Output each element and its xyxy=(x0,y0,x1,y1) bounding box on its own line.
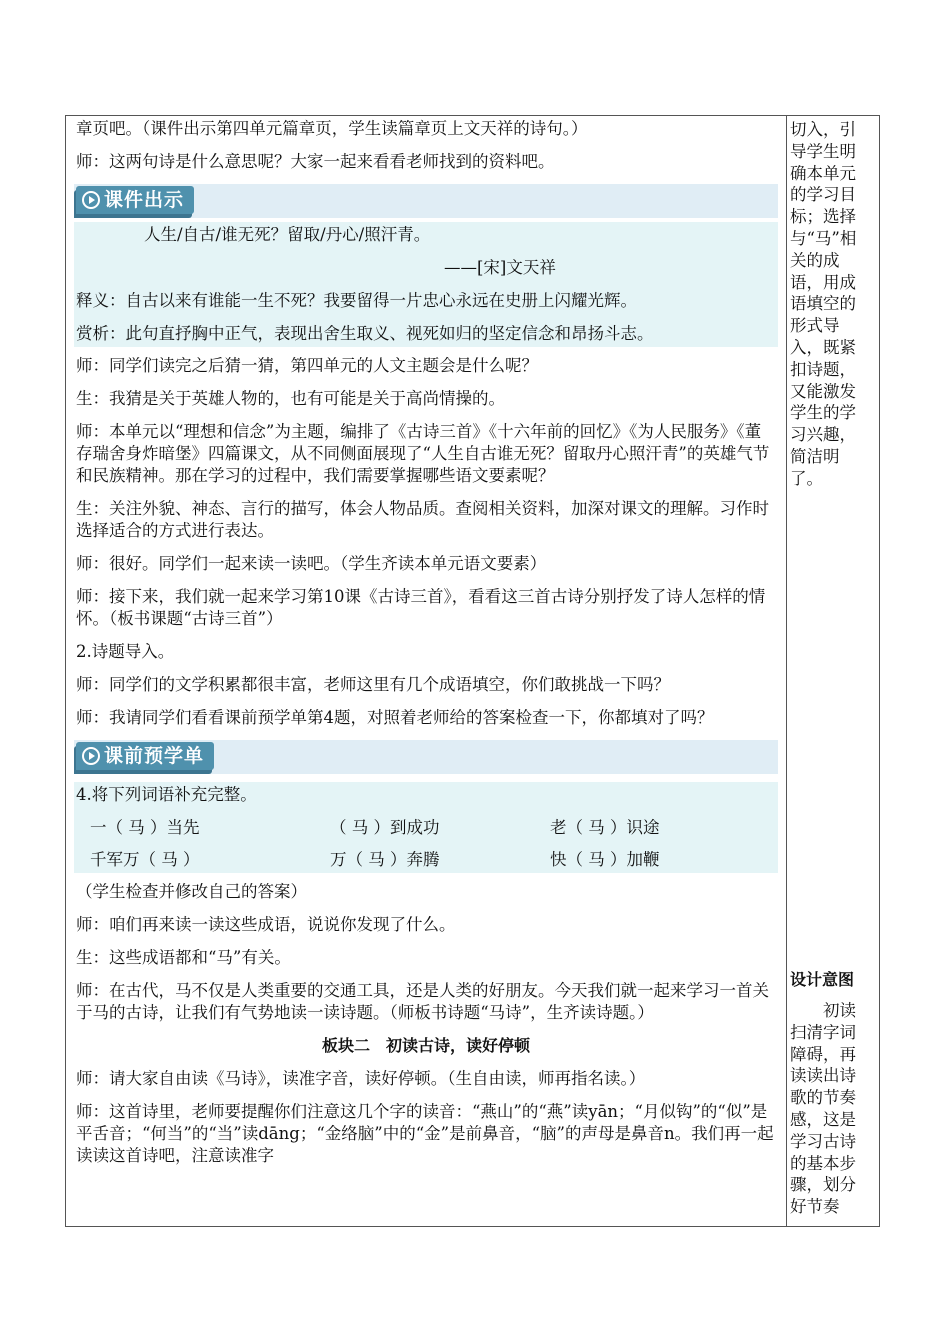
paragraph: 生：关注外貌、神态、言行的描写，体会人物品质。查阅相关资料，加深对课文的理解。习作时选择适合的方式进行表达。 xyxy=(76,499,769,540)
paragraph: 师：这首诗里，老师要提醒你们注意这几个字的读音：“燕山”的“燕”读yān；“月似钩”的“似”是平舌音；“何当”的“当”读dāng；“金络脑”中的“金”是前鼻音，“脑”的声母是鼻音n。我们再一起读读这首诗吧，注意读准字 xyxy=(76,1102,774,1165)
idiom: 一（ 马 ）当先 xyxy=(90,818,200,837)
poem-author: ——[宋]文天祥 xyxy=(444,258,556,277)
meaning: 释义：自古以来有谁能一生不死？我要留得一片忠心永远在史册上闪耀光辉。 xyxy=(76,291,637,310)
paragraph: 2.诗题导入。 xyxy=(76,642,175,661)
play-circle-icon xyxy=(82,747,100,765)
paragraph: 师：很好。同学们一起来读一读吧。（学生齐读本单元语文要素） xyxy=(76,554,547,573)
play-circle-icon xyxy=(82,191,100,209)
paragraph: 师：同学们的文学积累都很丰富，老师这里有几个成语填空，你们敢挑战一下吗？ xyxy=(76,675,670,694)
appreciation: 赏析：此句直抒胸中正气，表现出舍生取义、视死如归的坚定信念和昂扬斗志。 xyxy=(76,324,654,343)
paragraph: 章页吧。（课件出示第四单元篇章页，学生读篇章页上文天祥的诗句。） xyxy=(76,119,588,138)
banner-label: 课前预学单 xyxy=(104,745,205,767)
design-note: 切入，引导学生明确本单元的学习目标；选择与“马”相关的成语，用成语填空的形式导入，既紧扣诗题，又能激发学生的学习兴趣，简洁明了。 xyxy=(790,120,857,488)
paragraph: 生：这些成语都和“马”有关。 xyxy=(76,948,291,967)
paragraph: 师：我请同学们看看课前预学单第4题，对照着老师给的答案检查一下，你都填对了吗？ xyxy=(76,708,714,727)
idiom: 千军万（ 马 ） xyxy=(90,850,200,869)
exercise-title: 4.将下列词语补充完整。 xyxy=(76,785,257,804)
section-title: 板块二 初读古诗，读好停顿 xyxy=(321,1036,530,1055)
idiom: 老（ 马 ）识途 xyxy=(550,818,660,837)
courseware-box xyxy=(74,222,778,347)
paragraph: 师：本单元以“理想和信念”为主题，编排了《古诗三首》《十六年前的回忆》《为人民服务》《董存瑞舍身炸暗堡》四篇课文，从不同侧面展现了“人生自古谁无死？留取丹心照汗青”的英雄气节和民族精神。那在学习的过程中，我们需要掌握哪些语文要素呢？ xyxy=(76,422,770,485)
paragraph: 师：请大家自由读《马诗》，读准字音，读好停顿。（生自由读，师再指名读。） xyxy=(76,1069,646,1088)
paragraph: （学生检查并修改自己的答案） xyxy=(76,882,307,901)
banner-label: 课件出示 xyxy=(104,189,185,211)
paragraph: 师：接下来，我们就一起来学习第10课《古诗三首》，看看这三首古诗分别抒发了诗人怎样的情怀。（板书课题“古诗三首”） xyxy=(76,587,766,628)
lesson-plan-table xyxy=(65,115,880,1227)
idiom: （ 马 ）到成功 xyxy=(330,818,440,837)
idiom: 快（ 马 ）加鞭 xyxy=(550,850,660,869)
paragraph: 师：这两句诗是什么意思呢？大家一起来看看老师找到的资料吧。 xyxy=(76,152,555,171)
poem-line: 人生/自古/谁无死？留取/丹心/照汗青。 xyxy=(144,225,431,244)
idiom: 万（ 马 ）奔腾 xyxy=(330,850,440,869)
exercise-box xyxy=(74,782,778,873)
paragraph: 师：咱们再来读一读这些成语，说说你发现了什么。 xyxy=(76,915,456,934)
preview-sheet-banner xyxy=(74,740,778,774)
courseware-banner xyxy=(74,184,778,218)
paragraph: 师：同学们读完之后猜一猜，第四单元的人文主题会是什么呢？ xyxy=(76,356,538,375)
paragraph: 生：我猜是关于英雄人物的，也有可能是关于高尚情操的。 xyxy=(76,389,505,408)
design-intent-column xyxy=(787,116,879,1226)
paragraph: 师：在古代，马不仅是人类重要的交通工具，还是人类的好朋友。今天我们就一起来学习一首关于马的古诗，让我们有气势地读一读诗题。（师板书诗题“马诗”，生齐读诗题。） xyxy=(76,981,769,1022)
design-intent-heading: 设计意图 xyxy=(790,970,855,989)
teaching-process-column xyxy=(66,116,787,1226)
design-note: 初读扫清字词障碍，再读读出诗歌的节奏感，这是学习古诗的基本步骤，划分好节奏 xyxy=(790,1001,856,1217)
